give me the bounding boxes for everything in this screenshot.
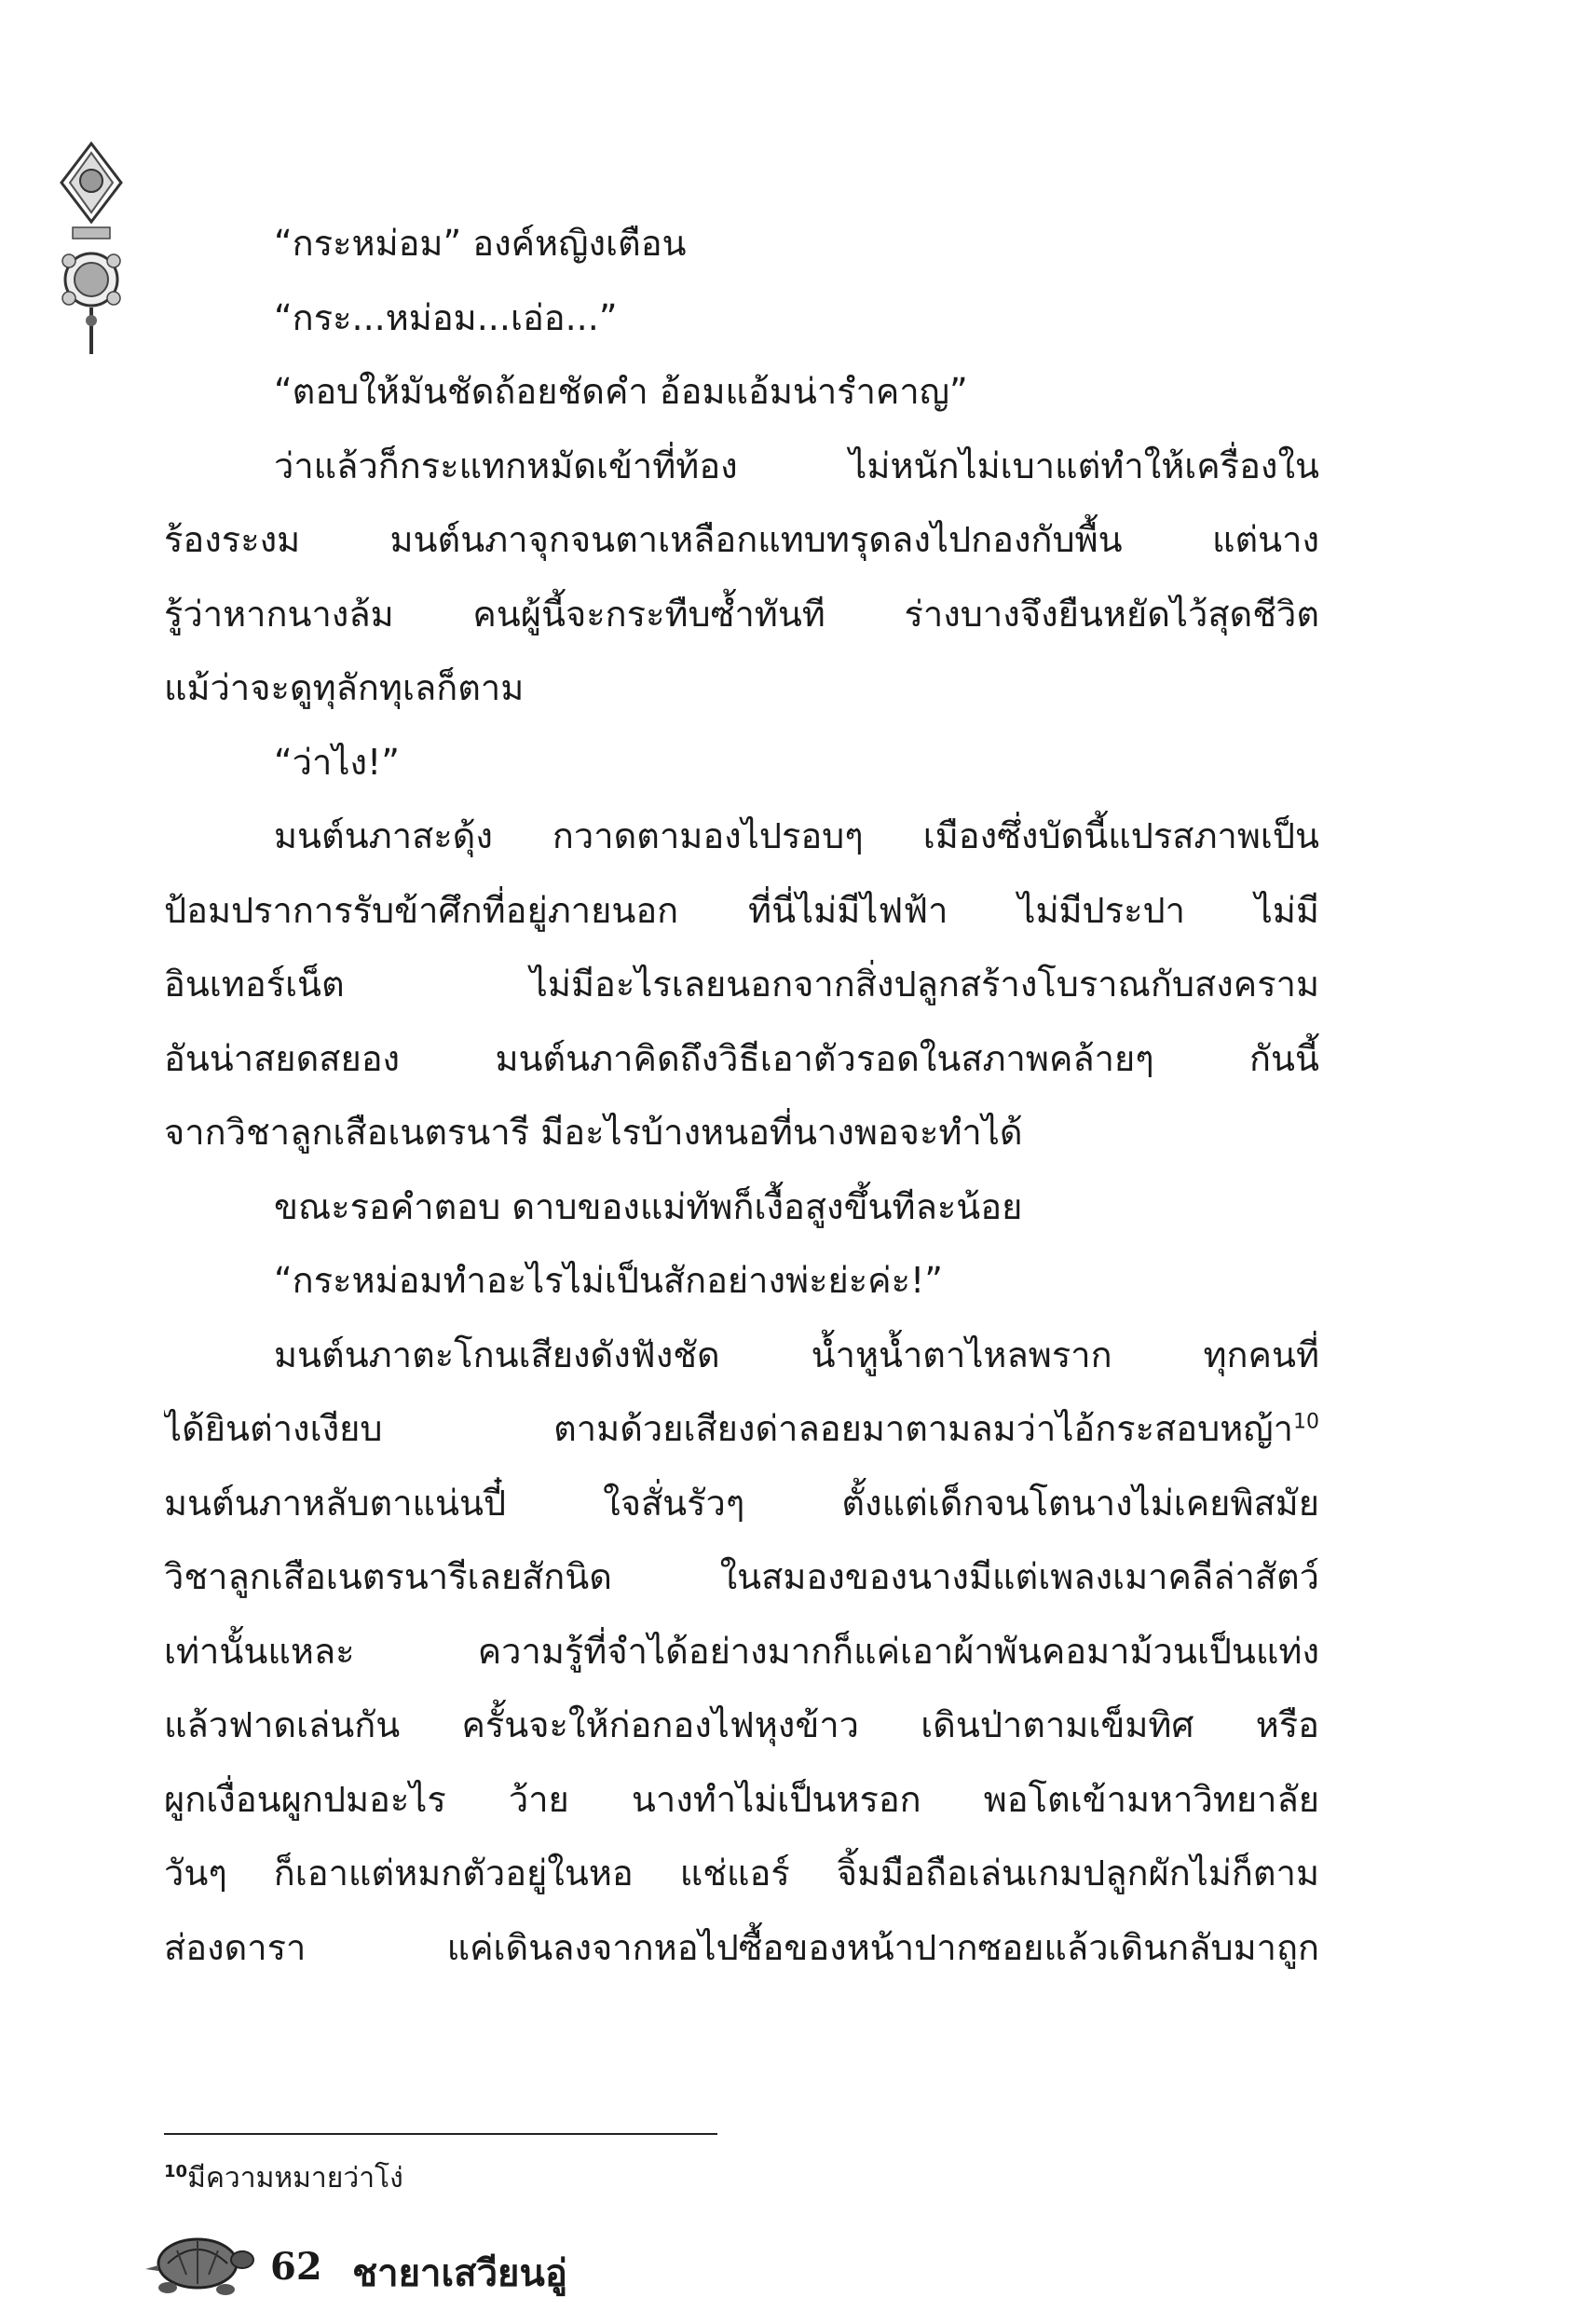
footnote-reference: 10: [1293, 1410, 1319, 1434]
text-line: [164, 1837, 1319, 1911]
text-line-content: ป้อมปราการรับข้าศึกที่อยู่ภายนอก ที่นี่ไม่มีไฟฟ้า ไม่มีประปา ไม่มี: [164, 889, 1319, 931]
book-title: ชายาเสวียนอู่: [352, 2251, 567, 2295]
text-line-content: “กระ...หม่อม...เอ่อ...”: [274, 296, 618, 338]
footnote-rule: [164, 2133, 717, 2135]
text-line: [164, 1096, 1319, 1170]
text-line: [164, 651, 1319, 726]
text-line-content: วันๆ ก็เอาแต่หมกตัวอยู่ในหอ แช่แอร์ จิ้มมือถือเล่นเกมปลูกผักไม่ก็ตาม: [164, 1853, 1319, 1894]
text-line: [164, 207, 1319, 281]
text-line: [164, 503, 1319, 578]
text-line-content: ขณะรอคำตอบ ดาบของแม่ทัพก็เงื้อสูงขึ้นทีละน้อย: [274, 1185, 1023, 1227]
text-line: [164, 1244, 1319, 1319]
text-line-content: “ตอบให้มันชัดถ้อยชัดคำ อ้อมแอ้มน่ารำคาญ”: [274, 371, 968, 412]
text-line-content: เท่านั้นแหละ ความรู้ที่จำได้อย่างมากก็แค่เอาผ้าพันคอมาม้วนเป็นแท่ง: [164, 1630, 1319, 1672]
text-line: [164, 578, 1319, 652]
text-line-content: “กระหม่อม” องค์หญิงเตือน: [274, 223, 687, 264]
footnote: [164, 2160, 403, 2197]
text-line: [164, 430, 1319, 504]
header-emblem-icon: [58, 142, 125, 356]
text-line: [164, 800, 1319, 874]
text-line-content: ว่าแล้วก็กระแทกหมัดเข้าที่ท้อง ไม่หนักไม่เบาแต่ทำให้เครื่องใน: [274, 444, 1319, 486]
page-footer: [140, 2222, 662, 2306]
turtle-icon: [140, 2222, 256, 2302]
body-text: [164, 207, 1319, 1985]
text-line: [164, 1689, 1319, 1763]
text-line-content: มนต์นภาหลับตาแน่นปี๋ ใจสั่นรัวๆ ตั้งแต่เด็กจนโตนางไม่เคยพิสมัย: [164, 1482, 1319, 1524]
text-line-content: ส่องดารา แค่เดินลงจากหอไปซื้อของหน้าปากซอยแล้วเดินกลับมาถูก: [164, 1926, 1319, 1968]
page-number: 62: [270, 2245, 322, 2289]
text-line-content: แม้ว่าจะดูทุลักทุเลก็ตาม: [164, 667, 525, 708]
text-line: [164, 1170, 1319, 1245]
text-line: [164, 1319, 1319, 1393]
text-line-content: ผูกเงื่อนผูกปมอะไร ว้าย นางทำไม่เป็นหรอก พอโตเข้ามหาวิทยาลัย: [164, 1778, 1319, 1820]
text-line-content: จากวิชาลูกเสือเนตรนารี มีอะไรบ้างหนอที่นางพอจะทำได้: [164, 1112, 1023, 1153]
footnote-mark: 10: [164, 2162, 188, 2181]
text-line-content: ได้ยินต่างเงียบ ตามด้วยเสียงด่าลอยมาตามลมว่าไอ้กระสอบหญ้า: [164, 1408, 1293, 1449]
text-line: [164, 1022, 1319, 1097]
text-line: [164, 948, 1319, 1022]
text-line: [164, 1392, 1319, 1467]
text-line-content: มนต์นภาตะโกนเสียงดังฟังชัด น้ำหูน้ำตาไหลพราก ทุกคนที่: [274, 1333, 1319, 1375]
text-line-content: ร้องระงม มนต์นภาจุกจนตาเหลือกแทบทรุดลงไปกองกับพื้น แต่นาง: [164, 519, 1319, 560]
text-line-content: “ว่าไง!”: [274, 741, 400, 783]
footnote-text: มีความหมายว่าโง่: [187, 2162, 403, 2195]
text-line-content: “กระหม่อมทำอะไรไม่เป็นสักอย่างพ่ะย่ะค่ะ!”: [274, 1260, 943, 1301]
text-line: [164, 1763, 1319, 1838]
text-line-content: วิชาลูกเสือเนตรนารีเลยสักนิด ในสมองของนางมีแต่เพลงเมาคลีล่าสัตว์: [164, 1556, 1319, 1597]
text-line: [164, 874, 1319, 949]
text-line: [164, 1540, 1319, 1615]
text-line-content: แล้วฟาดเล่นกัน ครั้นจะให้ก่อกองไฟหุงข้าว เดินป่าตามเข็มทิศ หรือ: [164, 1704, 1319, 1745]
text-line: [164, 726, 1319, 800]
text-line-content: รู้ว่าหากนางล้ม คนผู้นี้จะกระทืบซ้ำทันที ร่างบางจึงยืนหยัดไว้สุดชีวิต: [164, 593, 1319, 635]
text-line-content: มนต์นภาสะดุ้ง กวาดตามองไปรอบๆ เมืองซึ่งบัดนี้แปรสภาพเป็น: [274, 815, 1319, 856]
text-line: [164, 281, 1319, 356]
text-line: [164, 1615, 1319, 1689]
text-line-content: อินเทอร์เน็ต ไม่มีอะไรเลยนอกจากสิ่งปลูกสร้างโบราณกับสงคราม: [164, 964, 1319, 1005]
text-line: [164, 355, 1319, 430]
text-line: [164, 1467, 1319, 1541]
text-line: [164, 1911, 1319, 1986]
text-line-content: อันน่าสยดสยอง มนต์นภาคิดถึงวิธีเอาตัวรอดในสภาพคล้ายๆ กันนี้: [164, 1037, 1319, 1079]
